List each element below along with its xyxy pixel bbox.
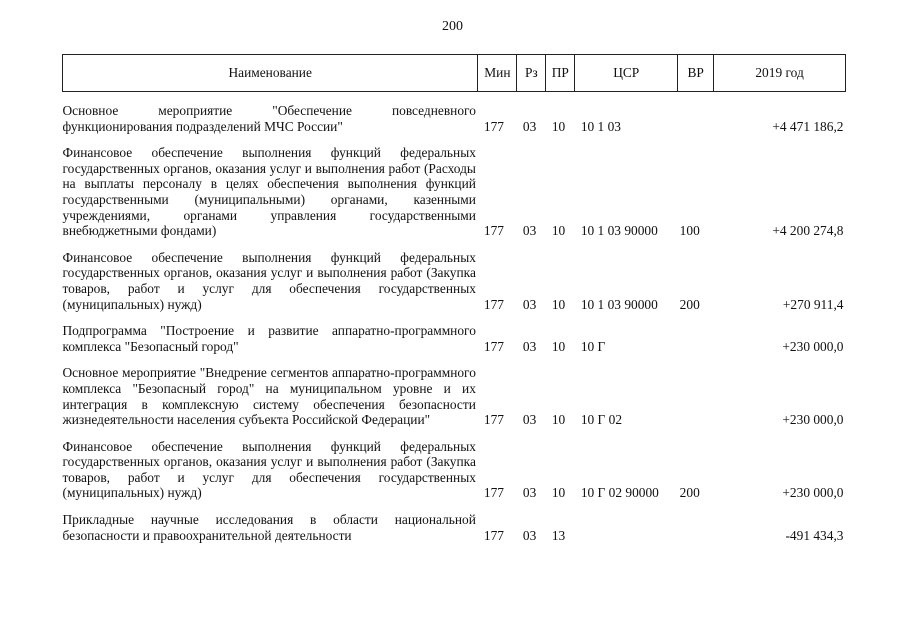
row-csr: 10 Г 02	[580, 412, 623, 428]
row-rz: 03	[522, 118, 537, 134]
table-row	[63, 239, 846, 312]
row-vr	[678, 92, 714, 135]
header-rz: Рз	[517, 55, 546, 92]
header-vr: ВР	[678, 55, 714, 92]
budget-table	[62, 54, 846, 543]
row-pr: 10	[551, 485, 566, 501]
table-row	[63, 354, 846, 427]
row-vr: 100	[679, 223, 700, 239]
row-pr: 10	[551, 412, 566, 428]
table-row	[63, 428, 846, 501]
row-vr	[678, 354, 714, 427]
row-pr: 10	[551, 223, 566, 239]
row-pr: 10	[551, 296, 566, 312]
table-header	[63, 55, 846, 92]
row-name: Финансовое обеспечение выполнения функций федеральных государственных органов, оказания услуг и выполнения работ (Закупка товаров, работ и услуг для обеспечения государственных (муниципальных) нужд)	[62, 438, 476, 501]
row-name: Подпрограмма "Построение и развитие аппаратно-программного комплекса "Безопасный город"	[62, 323, 476, 354]
row-vr: 200	[679, 485, 700, 501]
row-rz: 03	[522, 527, 537, 543]
row-csr: 10 Г	[580, 338, 606, 354]
row-rz: 03	[522, 412, 537, 428]
row-name: Основное мероприятие "Обеспечение повседневного функционирования подразделений МЧС России"	[62, 103, 476, 134]
table-body	[63, 92, 846, 544]
row-min: 177	[483, 118, 504, 134]
row-sum: +230 000,0	[782, 485, 844, 501]
row-rz: 03	[522, 296, 537, 312]
row-rz: 03	[522, 338, 537, 354]
row-sum: +270 911,4	[782, 296, 844, 312]
row-pr: 10	[551, 338, 566, 354]
row-rz: 03	[522, 223, 537, 239]
row-csr: 10 Г 02 90000	[580, 485, 659, 501]
row-rz: 03	[522, 485, 537, 501]
row-csr: 10 1 03 90000	[580, 223, 658, 239]
row-pr: 13	[551, 527, 566, 543]
row-name: Финансовое обеспечение выполнения функций федеральных государственных органов, оказания услуг и выполнения работ (Расходы на выплаты персоналу в целях обеспечения выполнения функций государственными (муниципальными) органами, казенными учреждениями, органами управления государственными внебюджетными фондами)	[62, 145, 476, 239]
row-pr: 10	[551, 118, 566, 134]
row-sum: +230 000,0	[782, 338, 844, 354]
table-row	[63, 92, 846, 135]
row-sum: +4 200 274,8	[772, 223, 844, 239]
header-sum: 2019 год	[714, 55, 846, 92]
page-number: 200	[442, 19, 463, 34]
row-min: 177	[483, 527, 504, 543]
row-csr: 10 1 03	[580, 118, 621, 134]
row-name: Прикладные научные исследования в области национальной безопасности и правоохранительной деятельности	[62, 512, 476, 543]
header-pr: ПР	[546, 55, 575, 92]
row-vr	[678, 312, 714, 354]
table-row	[63, 501, 846, 543]
row-name: Основное мероприятие "Внедрение сегментов аппаратно-программного комплекса "Безопасный город" на муниципальном уровне и их интеграция в комплексную систему обеспечения безопасности жизнедеятельности населения субъекта Российской Федерации"	[62, 365, 476, 428]
row-vr	[678, 501, 714, 543]
row-min: 177	[483, 223, 504, 239]
row-sum: -491 434,3	[785, 527, 844, 543]
row-min: 177	[483, 338, 504, 354]
row-csr: 10 1 03 90000	[580, 296, 658, 312]
row-name: Финансовое обеспечение выполнения функций федеральных государственных органов, оказания услуг и выполнения работ (Закупка товаров, работ и услуг для обеспечения государственных (муниципальных) нужд)	[62, 249, 476, 312]
row-min: 177	[483, 296, 504, 312]
row-min: 177	[483, 485, 504, 501]
header-name: Наименование	[63, 55, 478, 92]
header-csr: ЦСР	[575, 55, 678, 92]
row-sum: +230 000,0	[782, 412, 844, 428]
table-row	[63, 312, 846, 354]
row-min: 177	[483, 412, 504, 428]
row-vr: 200	[679, 296, 700, 312]
row-sum: +4 471 186,2	[772, 118, 844, 134]
header-min: Мин	[478, 55, 517, 92]
table-row	[63, 134, 846, 239]
row-csr	[575, 501, 678, 543]
